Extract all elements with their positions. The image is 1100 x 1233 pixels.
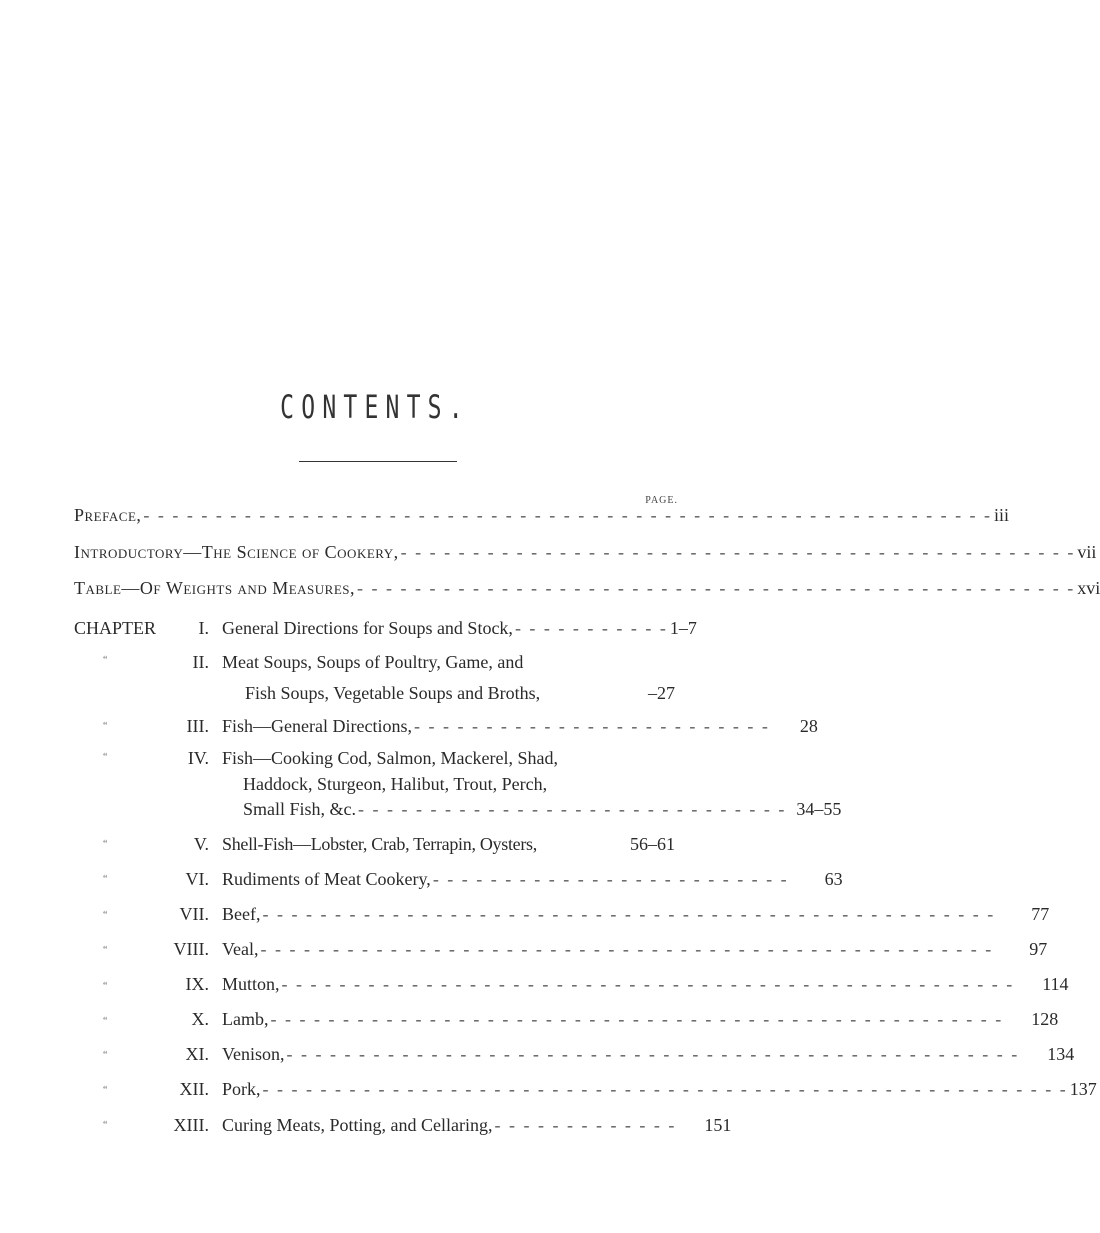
ditto-mark: “ [103, 981, 108, 992]
chapter-entry-5 [222, 834, 675, 855]
chapter-entry-4-last [243, 799, 842, 820]
leader-dots: - - - - - - - - - - - - - [494, 1115, 677, 1135]
toc-entry-label: Preface, [74, 505, 142, 525]
chapter-title: Fish—General Directions, [222, 716, 412, 736]
ditto-mark: “ [103, 655, 108, 666]
chapter-number: XII. [179, 1079, 209, 1099]
chapter-page: –27 [648, 683, 675, 703]
ditto-mark: “ [103, 1016, 108, 1027]
chapter-entry-13 [222, 1115, 732, 1136]
chapter-page: 28 [799, 716, 818, 736]
chapter-entry-11 [222, 1044, 1075, 1065]
leader-dots: - - - - - - - - - - - - - - - - - - - - - - - - - - - - - - - - - - - - - - - - - - - - - - - - - - [357, 578, 1076, 598]
chapter-title: Curing Meats, Potting, and Cellaring, [222, 1115, 493, 1135]
chapter-title: Shell-Fish—Lobster, Crab, Terrapin, Oysters, [222, 834, 537, 854]
ditto-mark: “ [103, 839, 108, 850]
chapter-number: I. [198, 618, 209, 638]
toc-entry-page: vii [1077, 542, 1097, 562]
chapter-title: Venison, [222, 1044, 285, 1064]
chapter-title: Mutton, [222, 974, 280, 994]
ditto-mark: “ [103, 721, 108, 732]
chapter-entry-8 [222, 939, 1048, 960]
chapter-page: 114 [1042, 974, 1069, 994]
chapter-entry-10 [222, 1009, 1059, 1030]
chapter-title-continued: Fish Soups, Vegetable Soups and Broths, [245, 683, 541, 703]
leader-dots: - - - - - - - - - - - - - - - - - - - - - - - - - [432, 869, 789, 889]
ditto-mark: “ [103, 1050, 108, 1061]
chapter-label: CHAPTER [74, 618, 157, 638]
chapter-number: V. [193, 834, 209, 854]
chapter-number: III. [186, 716, 209, 736]
chapter-title: Lamb, [222, 1009, 269, 1029]
page-column-heading: PAGE. [645, 495, 678, 506]
ditto-mark: “ [103, 874, 108, 885]
toc-entry-table [74, 578, 1100, 599]
chapter-page: 34–55 [796, 799, 842, 819]
page-title: CONTENTS. [280, 388, 470, 426]
chapter-page: 128 [1031, 1009, 1059, 1029]
chapter-number: X. [191, 1009, 209, 1029]
leader-dots: - - - - - - - - - - - - - - - - - - - - - - - - - - - - - - - - - - - - - - - - - - - - - - - - - - - [281, 974, 1015, 994]
ditto-mark: “ [103, 1120, 108, 1131]
chapter-number: XIII. [173, 1115, 209, 1135]
leader-dots: - - - - - - - - - - - - - - - - - - - - - - - - - - - - - - - - - - - - - - - - - - - - - - - - - - - - - - - - - - - [143, 505, 993, 525]
ditto-mark: “ [103, 1085, 108, 1096]
chapter-entry-12 [222, 1079, 1097, 1100]
ditto-mark: “ [103, 945, 108, 956]
chapter-number: XI. [185, 1044, 209, 1064]
leader-dots: - - - - - - - - - - - - - - - - - - - - - - - - - - - - - - - - - - - - - - - - - - - - - - - - - - - [262, 904, 996, 924]
chapter-number: VII. [179, 904, 209, 924]
chapter-title: Pork, [222, 1079, 261, 1099]
chapter-title: General Directions for Soups and Stock, [222, 618, 513, 638]
chapter-page: 97 [1029, 939, 1048, 959]
chapter-entry-6 [222, 869, 843, 890]
chapter-page: 137 [1069, 1079, 1097, 1099]
chapter-title: Beef, [222, 904, 261, 924]
chapter-page: 56–61 [630, 834, 675, 854]
toc-entry-preface [74, 505, 1010, 526]
ditto-mark: “ [103, 910, 108, 921]
leader-dots: - - - - - - - - - - - - - - - - - - - - - - - - - - - - - - - - - - - - - - - - - - - - - - - - - - - [260, 939, 994, 959]
chapter-title: Meat Soups, Soups of Poultry, Game, and [222, 652, 524, 672]
chapter-title-continued: Haddock, Sturgeon, Halibut, Trout, Perch, [243, 774, 548, 794]
chapter-number: IX. [185, 974, 209, 994]
toc-entry-label: Table—Of Weights and Measures, [74, 578, 356, 598]
chapter-number: VIII. [173, 939, 209, 959]
chapter-page: 151 [704, 1115, 732, 1135]
chapter-entry-9 [222, 974, 1069, 995]
leader-dots: - - - - - - - - - - - - - - - - - - - - - - - - - - - - - - [358, 799, 787, 819]
title-rule [299, 461, 457, 462]
leader-dots: - - - - - - - - - - - - - - - - - - - - - - - - - - - - - - - - - - - - - - - - - - - - - - - - - - - [270, 1009, 1004, 1029]
leader-dots: - - - - - - - - - - - - - - - - - - - - - - - - - - - - - - - - - - - - - - - - - - - - - - - - - - - [286, 1044, 1020, 1064]
toc-entry-label: Introductory—The Science of Cookery, [74, 542, 399, 562]
leader-dots: - - - - - - - - - - - - - - - - - - - - - - - - - [413, 716, 770, 736]
chapter-number: II. [192, 652, 209, 672]
chapter-number: IV. [187, 748, 209, 768]
toc-entry-page: iii [994, 505, 1010, 525]
chapter-entry-1 [222, 618, 697, 639]
toc-entry-page: xvi [1077, 578, 1100, 598]
chapter-entry-3 [222, 716, 818, 737]
ditto-mark: “ [103, 752, 108, 763]
chapter-title-continued: Small Fish, &c. [243, 799, 357, 819]
chapter-page: 1–7 [669, 618, 697, 638]
chapter-page: 77 [1031, 904, 1050, 924]
chapter-number: VI. [185, 869, 209, 889]
leader-dots: - - - - - - - - - - - - - - - - - - - - - - - - - - - - - - - - - - - - - - - - - - - - - - - - - - - - - - - - [262, 1079, 1068, 1099]
chapter-title: Veal, [222, 939, 259, 959]
chapter-title: Fish—Cooking Cod, Salmon, Mackerel, Shad, [222, 748, 558, 768]
leader-dots: - - - - - - - - - - - [514, 618, 668, 638]
chapter-entry-7 [222, 904, 1050, 925]
chapter-title: Rudiments of Meat Cookery, [222, 869, 431, 889]
toc-entry-introductory [74, 542, 1097, 563]
chapter-page: 63 [824, 869, 843, 889]
chapter-page: 134 [1047, 1044, 1075, 1064]
leader-dots: - - - - - - - - - - - - - - - - - - - - - - - - - - - - - - - - - - - - - - - - - - - - - - - [400, 542, 1076, 562]
